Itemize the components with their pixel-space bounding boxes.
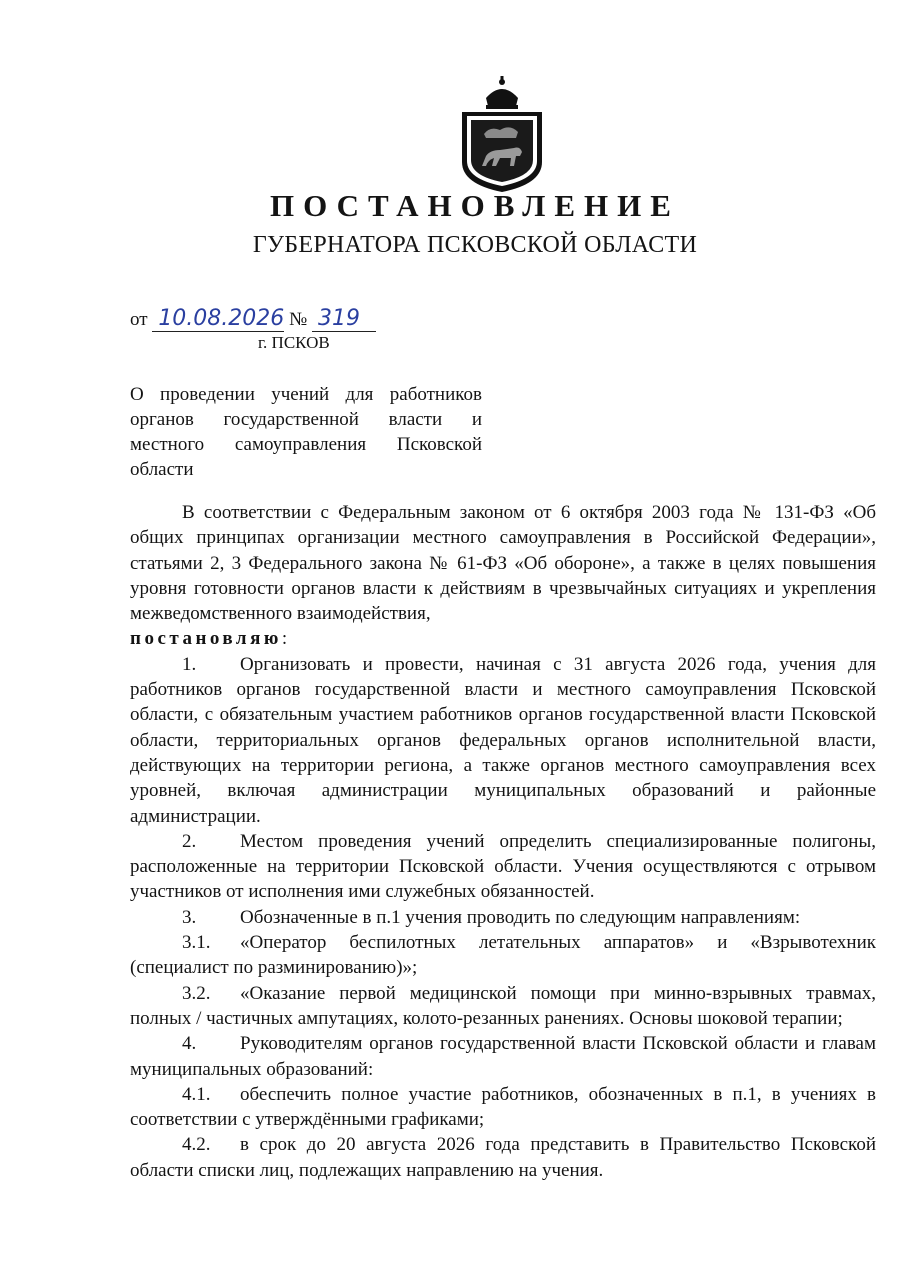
item-text: «Оператор беспилотных летательных аппаратов» и «Взрывотехник (специалист по разминированию)»;: [130, 932, 876, 979]
item-text: Обозначенные в п.1 учения проводить по следующим направлениям:: [240, 906, 801, 928]
list-item: [130, 652, 876, 829]
item-text: «Оказание первой медицинской помощи при минно-взрывных травмах, полных / частичных ампутациях, колото-резанных ранениях. Основы шоковой терапии;: [130, 982, 876, 1029]
preamble: [130, 500, 876, 626]
document-subtitle: ГУБЕРНАТОРА ПСКОВСКОЙ ОБЛАСТИ: [252, 232, 698, 258]
list-item: [130, 1082, 876, 1133]
item-text: обеспечить полное участие работников, обозначенных в п.1, в учениях в соответствии с утверждёнными графиками;: [130, 1083, 876, 1131]
handwritten-date: 10.08.2026: [152, 306, 284, 332]
date-number-line: [130, 306, 376, 332]
list-item: [130, 1031, 876, 1082]
resolve-line: [130, 626, 876, 651]
document-title: ПОСТАНОВЛЕНИЕ: [270, 188, 680, 223]
item-text: в срок до 20 августа 2026 года представить в Правительство Псковской области списки лиц, подлежащих направлению на учения.: [130, 1134, 876, 1181]
document-subject: О проведении учений для работников органов государственной власти и местного самоуправления Псковской области: [130, 384, 482, 480]
list-item: [130, 829, 876, 905]
coat-of-arms-icon: [456, 76, 548, 194]
document-body: [130, 500, 876, 1183]
item-number: 2.: [182, 830, 197, 852]
preamble-text: В соответствии с Федеральным законом от 6 октября 2003 года № 131-ФЗ «Об общих принципах организации местного самоуправления в Российской Федерации», статьями 2, 3 Федерального закона № 61-ФЗ «Об обороне», а также в целях повышения уровня готовности органов власти к действиям в чрезвычайных ситуациях и укрепления межведомственного взаимодействия,: [130, 502, 876, 625]
resolve-colon: :: [281, 628, 288, 650]
from-label: от: [130, 309, 148, 330]
city-label: г. ПСКОВ: [258, 333, 330, 352]
item-number: 1.: [182, 653, 197, 675]
item-text: Местом проведения учений определить специализированные полигоны, расположенные на территории Псковской области. Учения осуществляются с отрывом участников от исполнения ими служебных обязанностей.: [130, 830, 876, 903]
item-text: Руководителям органов государственной власти Псковской области и главам муниципальных образований:: [130, 1033, 876, 1080]
item-number: 4.: [182, 1033, 197, 1055]
resolve-word: постановляю: [130, 628, 282, 650]
handwritten-number: 319: [312, 306, 376, 332]
list-item: [130, 905, 876, 930]
list-item: [130, 981, 876, 1032]
item-text: Организовать и провести, начиная с 31 августа 2026 года, учения для работников органов государственной власти и местного самоуправления Псковской области, с обязательным участием работников органов государственной власти Псковской области, территориальных органов федеральных органов исполнительной власти, действующих на территории региона, а также органов местного самоуправления всех уровней, включая администрации муниципальных образований и районные администрации.: [130, 653, 876, 827]
item-number: 3.1.: [182, 932, 211, 954]
item-number: 3.: [182, 906, 197, 928]
item-number: 4.2.: [182, 1134, 211, 1156]
list-item: [130, 1132, 876, 1183]
item-number: 4.1.: [182, 1083, 211, 1105]
list-item: [130, 930, 876, 981]
number-label: №: [289, 309, 308, 330]
item-number: 3.2.: [182, 982, 211, 1004]
